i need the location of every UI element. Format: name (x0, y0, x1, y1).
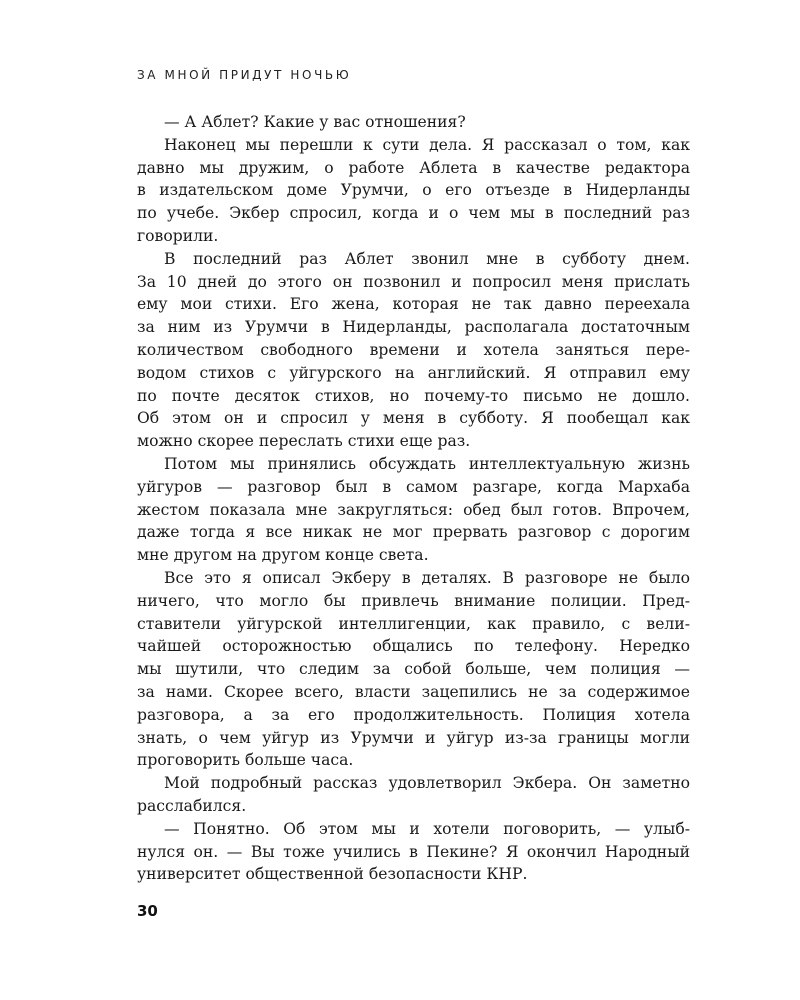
text-line: расслабился. (137, 796, 247, 815)
text-line: Все это я описал Экберу в деталях. В разговоре не было (164, 568, 690, 587)
text-line: по учебе. Экбер спросил, когда и о чем мы в последний раз (137, 204, 690, 223)
text-line: разговора, а за его продолжительность. Полиция хотела (137, 705, 690, 724)
text-line: даже тогда я все никак не мог прервать разговор с дорогим (137, 523, 690, 542)
text-line: ничего, что могло бы привлечь внимание полиции. Пред- (137, 591, 690, 610)
text-line: чайшей осторожностью общались по телефону. Нередко (137, 637, 690, 656)
text-line: Потом мы принялись обсуждать интеллектуальную жизнь (164, 454, 690, 473)
text-line: ему мои стихи. Его жена, которая не так давно переехала (137, 295, 690, 314)
text-line: — Понятно. Об этом мы и хотели поговорить, — улыб- (164, 819, 690, 838)
text-line: Наконец мы перешли к сути дела. Я рассказал о том, как (164, 135, 690, 154)
page-number: 30 (137, 902, 158, 920)
running-title: ЗА МНОЙ ПРИДУТ НОЧЬЮ (137, 68, 352, 82)
text-line: За 10 дней до этого он позвонил и попросил меня прислать (137, 272, 690, 291)
text-line: Об этом он и спросил у меня в субботу. Я пообещал как (137, 409, 690, 428)
text-line: количеством свободного времени и хотела заняться пере- (137, 340, 690, 359)
text-line: за нами. Скорее всего, власти зацепились не за содержимое (137, 682, 690, 701)
text-line: проговорить больше часа. (137, 751, 354, 770)
text-line: в издательском доме Урумчи, о его отъезде в Нидерланды (137, 181, 690, 200)
text-line: ставители уйгурской интеллигенции, как правило, с вели- (137, 614, 690, 633)
text-line: можно скорее переслать стихи еще раз. (137, 432, 471, 451)
text-line: знать, о чем уйгур из Урумчи и уйгур из-за границы могли (137, 728, 690, 747)
text-line: по почте десяток стихов, но почему-то письмо не дошло. (137, 386, 690, 405)
text-line: нулся он. — Вы тоже учились в Пекине? Я окончил Народный (137, 842, 690, 861)
text-line: водом стихов с уйгурского на английский. Я отправил ему (137, 363, 690, 382)
text-line: мы шутили, что следим за собой больше, чем полиция — (137, 660, 690, 679)
text-line: мне другом на другом конце света. (137, 546, 429, 565)
text-line: жестом показала мне закругляться: обед был готов. Впрочем, (137, 500, 690, 519)
text-line: университет общественной безопасности КНР. (137, 865, 528, 884)
text-line: за ним из Урумчи в Нидерланды, располагала достаточным (137, 318, 690, 337)
text-line: говорили. (137, 226, 219, 245)
text-line: В последний раз Аблет звонил мне в субботу днем. (164, 249, 690, 268)
text-line: давно мы дружим, о работе Аблета в качестве редактора (137, 158, 690, 177)
text-line: Мой подробный рассказ удовлетворил Экбера. Он заметно (164, 774, 690, 793)
body-text (137, 111, 690, 886)
text-line: — А Аблет? Какие у вас отношения? (164, 113, 466, 131)
text-line: уйгуров — разговор был в самом разгаре, когда Мархаба (137, 477, 690, 496)
